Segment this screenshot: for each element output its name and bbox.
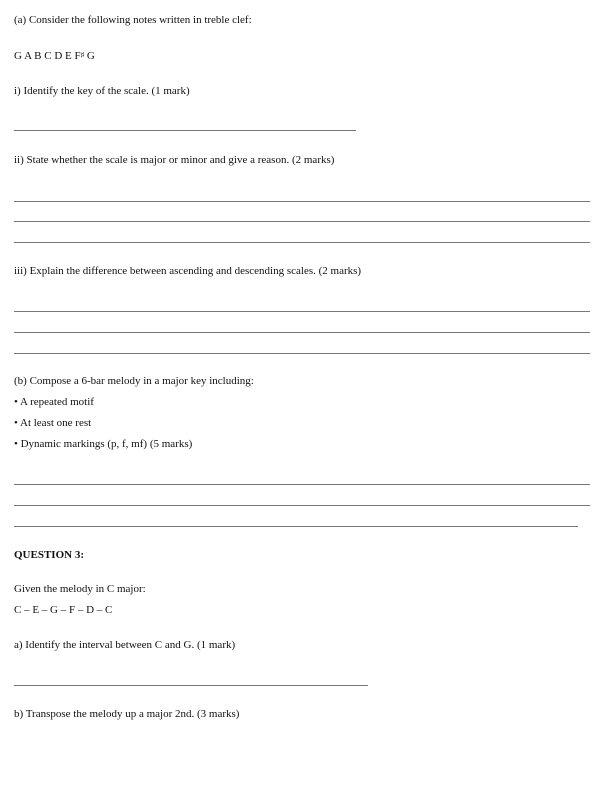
scale-notes-main: G A B C D E F (14, 50, 81, 62)
question-3b: b) Transpose the melody up a major 2nd. (3 marks) (14, 708, 240, 720)
melody-notes: C – E – G – F – D – C (14, 604, 113, 616)
answer-line-a-ii-2[interactable] (14, 221, 590, 222)
answer-line-a-ii-1[interactable] (14, 201, 590, 202)
scale-notes-end: G (84, 50, 95, 62)
scale-notes (14, 50, 95, 63)
answer-line-a-iii-3[interactable] (14, 353, 590, 354)
given-melody-label: Given the melody in C major: (14, 583, 146, 595)
bullet-item: • At least one rest (14, 417, 92, 429)
question-3-heading: QUESTION 3: (14, 549, 84, 561)
answer-line-a-ii-3[interactable] (14, 242, 590, 243)
question-a-iii: iii) Explain the difference between ascending and descending scales. (2 marks) (14, 265, 362, 277)
answer-line-a-i[interactable] (14, 130, 356, 131)
question-3a: a) Identify the interval between C and G. (1 mark) (14, 639, 236, 651)
answer-line-3a[interactable] (14, 685, 368, 686)
bullet-item: • A repeated motif (14, 396, 94, 408)
bullet-item: • Dynamic markings (p, f, mf) (5 marks) (14, 438, 193, 450)
answer-line-a-iii-2[interactable] (14, 332, 590, 333)
part-a-intro: (a) Consider the following notes written in treble clef: (14, 14, 252, 26)
answer-line-b-3[interactable] (14, 526, 578, 527)
question-a-ii: ii) State whether the scale is major or minor and give a reason. (2 marks) (14, 154, 335, 166)
question-a-i: i) Identify the key of the scale. (1 mark) (14, 85, 190, 97)
answer-line-a-iii-1[interactable] (14, 311, 590, 312)
part-b-intro: (b) Compose a 6-bar melody in a major key including: (14, 375, 254, 387)
sharp-symbol: ♯ (80, 51, 85, 59)
answer-line-b-2[interactable] (14, 505, 590, 506)
answer-line-b-1[interactable] (14, 484, 590, 485)
